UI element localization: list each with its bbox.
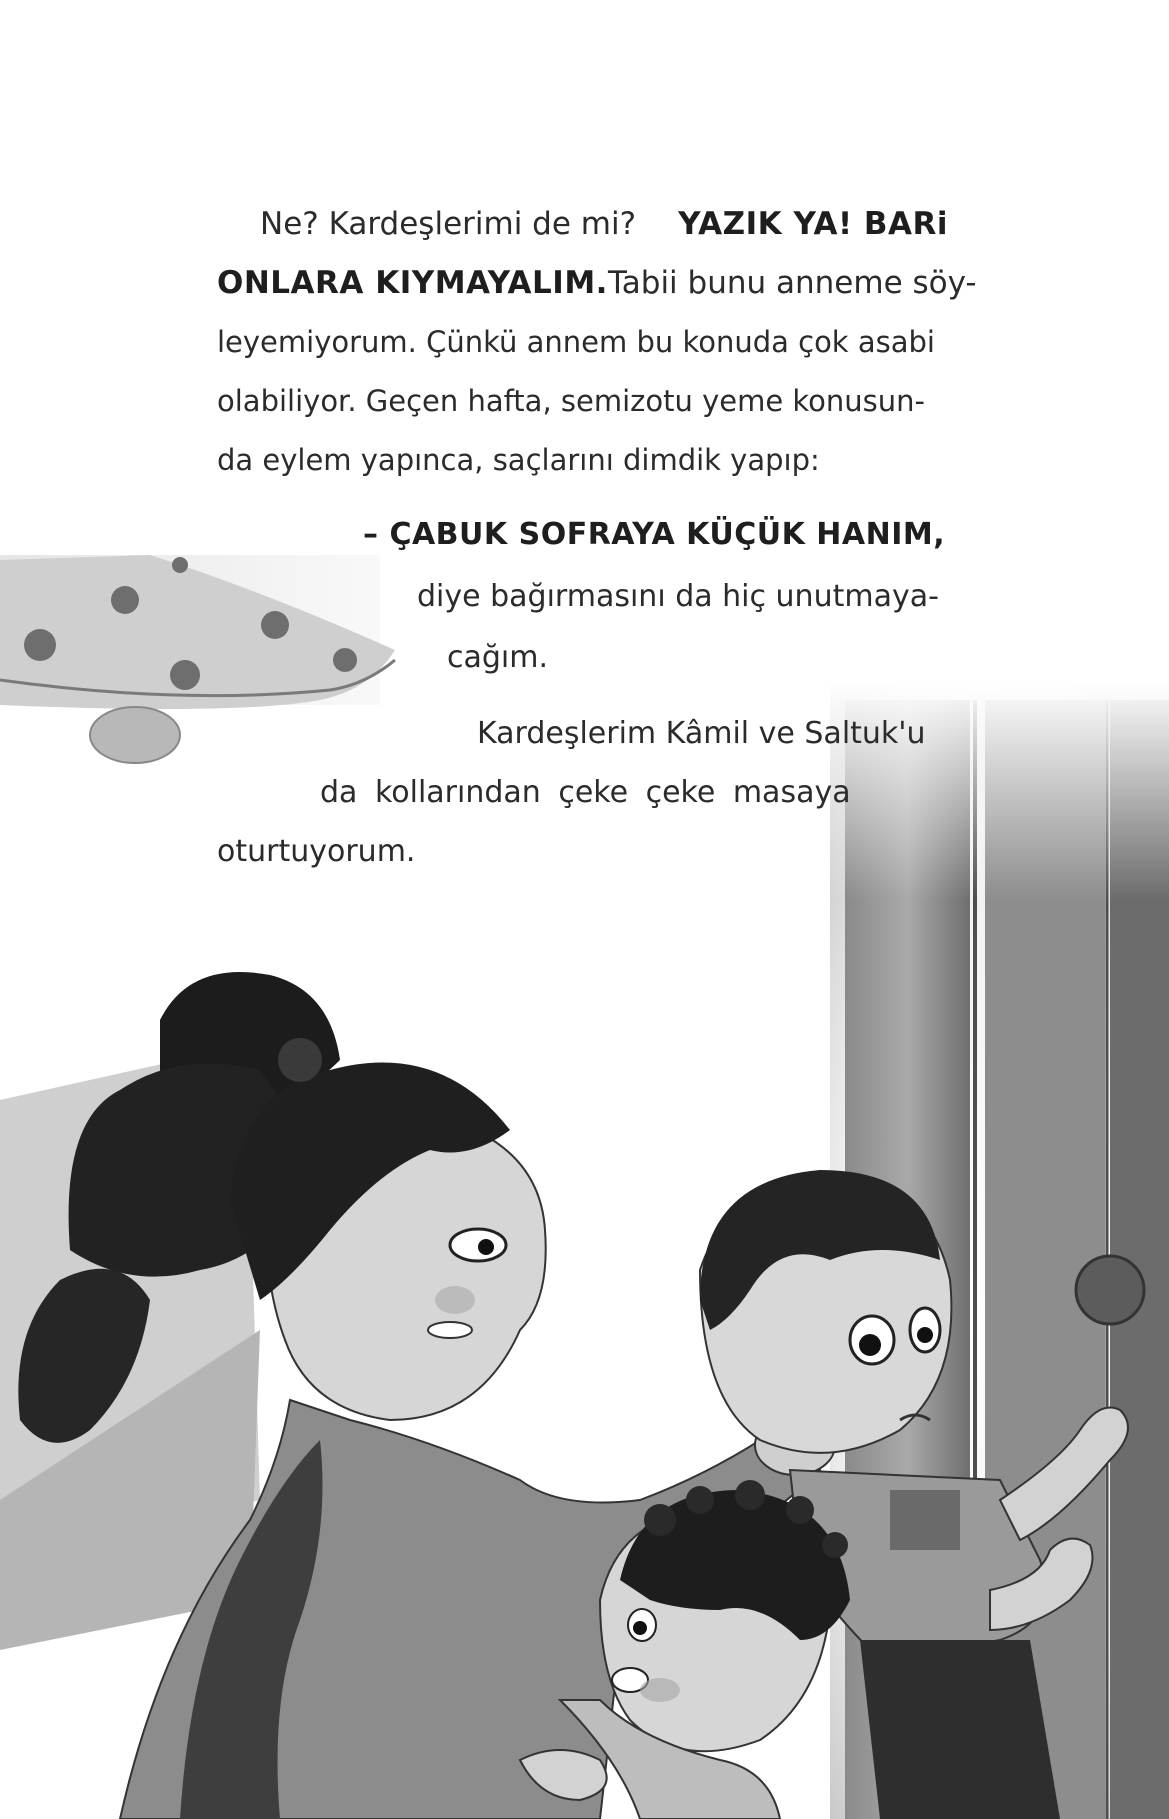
story-line-1 bbox=[260, 204, 948, 244]
story-line-11: oturtuyorum. bbox=[217, 834, 416, 869]
lampshade bbox=[0, 555, 395, 763]
story-line-4: olabiliyor. Geçen hafta, semizotu yeme konusun- bbox=[217, 384, 925, 418]
story-text: Tabii bunu anneme söy- bbox=[607, 265, 977, 301]
story-line-5: da eylem yapınca, saçlarını dimdik yapıp: bbox=[217, 443, 820, 477]
door-knob bbox=[1076, 1256, 1144, 1324]
story-line-10: da kollarından çeke çeke masaya bbox=[320, 775, 851, 810]
story-line-9: Kardeşlerim Kâmil ve Saltuk'u bbox=[477, 716, 926, 751]
story-bold-text: YAZIK YA! BARi bbox=[678, 206, 948, 242]
story-line-3: leyemiyorum. Çünkü annem bu konuda çok asabi bbox=[217, 325, 935, 359]
story-line-2 bbox=[217, 263, 977, 303]
story-bold-text: ONLARA KIYMAYALIM. bbox=[217, 265, 608, 301]
story-text: Ne? Kardeşlerimi de mi? bbox=[260, 206, 637, 242]
story-line-7: diye bağırmasını da hiç unutmaya- bbox=[417, 579, 939, 614]
shout-quote: – ÇABUK SOFRAYA KÜÇÜK HANIM, bbox=[363, 517, 946, 552]
story-line-8: cağım. bbox=[447, 640, 549, 675]
